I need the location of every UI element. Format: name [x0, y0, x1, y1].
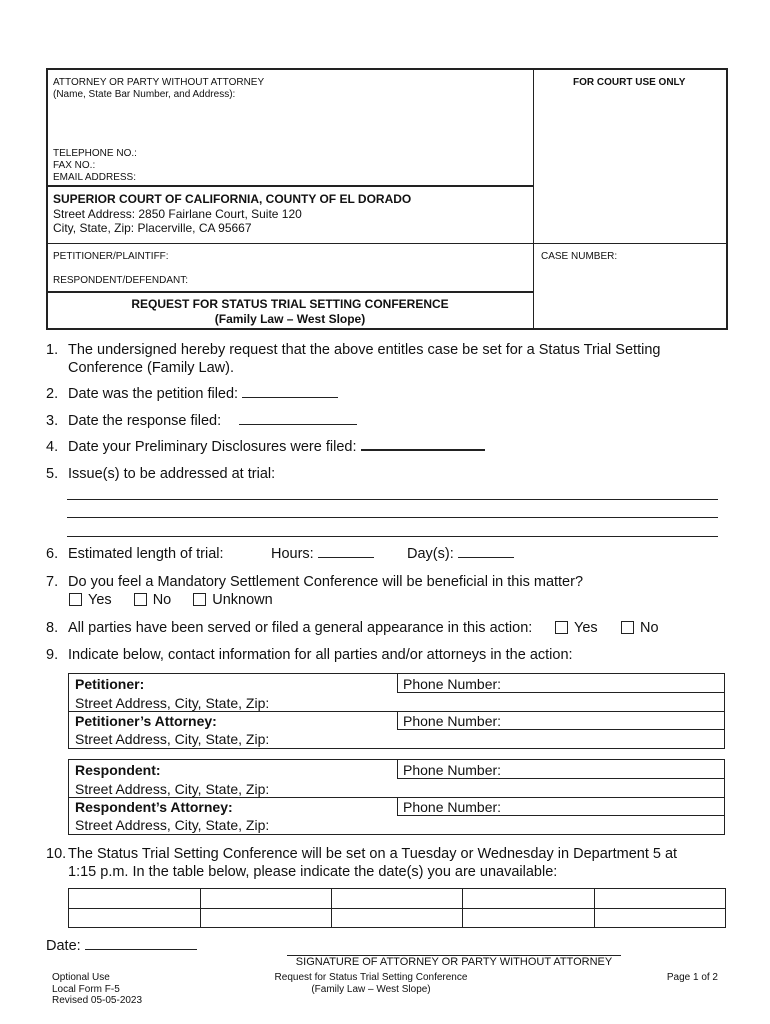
footer-center: Request for Status Trial Setting Conference (Family Law – West Slope)	[274, 972, 468, 995]
email-label: EMAIL ADDRESS:	[53, 172, 136, 183]
served-yes-checkbox[interactable]: Yes	[555, 620, 598, 638]
petitioner-label: PETITIONER/PLAINTIFF:	[53, 251, 169, 262]
caption-rule	[47, 291, 533, 293]
respondent-address[interactable]: Street Address, City, State, Zip:	[75, 781, 270, 797]
hours-field[interactable]: Hours:	[271, 546, 374, 564]
fax-label: FAX NO.:	[53, 160, 96, 171]
respondent-attorney-label: Respondent’s Attorney:	[75, 799, 233, 815]
respondent-attorney-address[interactable]: Street Address, City, State, Zip:	[75, 817, 270, 833]
issues-line[interactable]	[67, 536, 718, 537]
signature-label: SIGNATURE OF ATTORNEY OR PARTY WITHOUT ATTORNEY	[295, 956, 613, 968]
court-name: SUPERIOR COURT OF CALIFORNIA, COUNTY OF EL DORADO	[53, 192, 412, 206]
telephone-label: TELEPHONE NO.:	[53, 148, 137, 159]
petitioner-attorney-phone[interactable]: Phone Number:	[403, 713, 502, 729]
petition-date-field[interactable]	[242, 397, 338, 398]
petitioner-address[interactable]: Street Address, City, State, Zip:	[75, 695, 270, 711]
response-date-field[interactable]	[239, 424, 357, 425]
court-city: City, State, Zip: Placerville, CA 95667	[53, 221, 252, 235]
respondent-contact-table	[68, 759, 725, 835]
petitioner-attorney-label: Petitioner’s Attorney:	[75, 713, 217, 729]
contact-labels[interactable]	[53, 148, 137, 184]
form-title: REQUEST FOR STATUS TRIAL SETTING CONFERENCE (Family Law – West Slope)	[131, 297, 449, 326]
msc-yes-checkbox[interactable]: Yes	[69, 592, 112, 608]
days-field[interactable]: Day(s):	[407, 546, 514, 564]
disclosures-date-field[interactable]	[361, 449, 485, 451]
respondent-phone[interactable]: Phone Number:	[403, 762, 502, 778]
petitioner-contact-table	[68, 673, 725, 749]
court-street: Street Address: 2850 Fairlane Court, Suite 120	[53, 206, 302, 221]
respondent-attorney-phone[interactable]: Phone Number:	[403, 799, 502, 815]
footer-left: Optional Use Local Form F-5 Revised 05-05-2023	[52, 972, 143, 1006]
caption-divider	[533, 69, 534, 329]
respondent-label: Respondent:	[75, 762, 161, 778]
court-use-label: FOR COURT USE ONLY	[573, 77, 686, 88]
case-number-label: CASE NUMBER:	[541, 251, 618, 262]
caption-rule	[47, 243, 727, 244]
respondent-label: RESPONDENT/DEFENDANT:	[53, 275, 189, 286]
msc-no-checkbox[interactable]: No	[134, 592, 172, 608]
petitioner-attorney-address[interactable]: Street Address, City, State, Zip:	[75, 731, 270, 747]
page-number: Page 1 of 2	[666, 972, 718, 983]
served-no-checkbox[interactable]: No	[621, 620, 659, 638]
petitioner-label: Petitioner:	[75, 676, 145, 692]
attorney-label: ATTORNEY OR PARTY WITHOUT ATTORNEY (Name, State Bar Number, and Address):	[53, 77, 265, 100]
date-field[interactable]: Date:	[46, 938, 197, 956]
issues-line[interactable]	[67, 517, 718, 518]
msc-unknown-checkbox[interactable]: Unknown	[193, 592, 272, 608]
issues-line[interactable]	[67, 499, 718, 500]
petitioner-phone[interactable]: Phone Number:	[403, 676, 502, 692]
msc-options	[69, 592, 273, 610]
court-info	[53, 192, 411, 236]
caption-rule	[47, 185, 533, 187]
unavailable-dates-table	[68, 888, 726, 928]
